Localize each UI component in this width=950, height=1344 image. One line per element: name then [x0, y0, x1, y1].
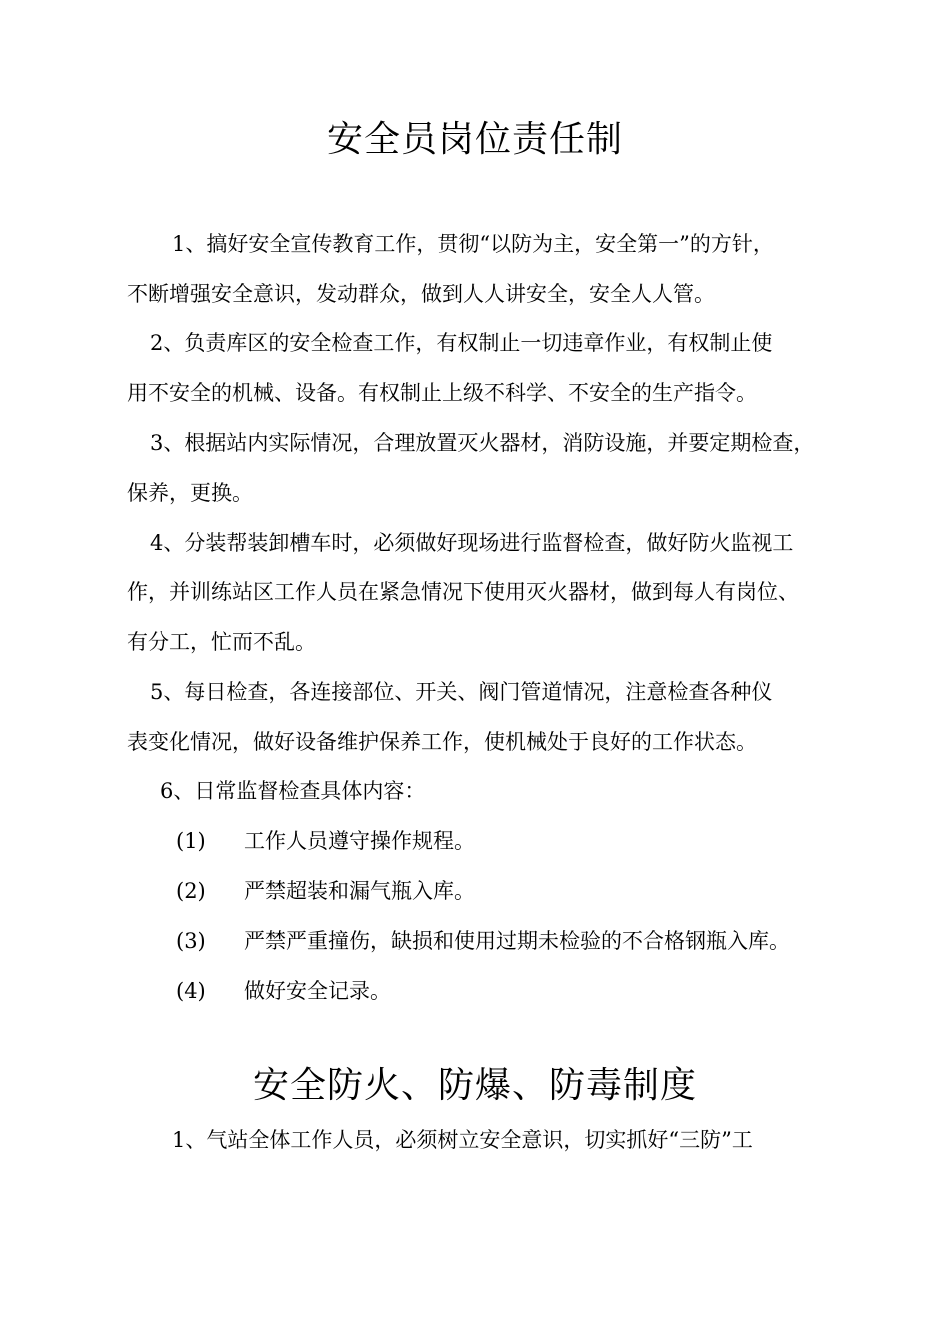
subitem-text: 工作人员遵守操作规程。	[244, 829, 475, 853]
item3-line1: 3、根据站内实际情况，合理放置灭火器材，消防设施，并要定期检查，	[150, 431, 815, 455]
subitem-number: (3)	[176, 929, 206, 953]
item4-line2: 作，并训练站区工作人员在紧急情况下使用灭火器材，做到每人有岗位、	[127, 580, 799, 604]
subitem-number: (1)	[176, 829, 206, 853]
item1-line2: 不断增强安全意识，发动群众，做到人人讲安全，安全人人管。	[127, 282, 715, 306]
subitem-number: (4)	[176, 979, 206, 1003]
section2-title: 安全防火、防爆、防毒制度	[252, 1065, 697, 1106]
item2-line2: 用不安全的机械、设备。有权制止上级不科学、不安全的生产指令。	[127, 381, 757, 405]
subitem-number: (2)	[176, 879, 206, 903]
item2-line1: 2、负责库区的安全检查工作，有权制止一切违章作业，有权制止使	[150, 331, 773, 355]
item5-line1: 5、每日检查，各连接部位、开关、阀门管道情况，注意检查各种仪	[150, 680, 773, 704]
subitem-text: 严禁严重撞伤，缺损和使用过期未检验的不合格钢瓶入库。	[244, 929, 790, 953]
subitem-text: 严禁超装和漏气瓶入库。	[244, 879, 475, 903]
item5-line2: 表变化情况，做好设备维护保养工作，使机械处于良好的工作状态。	[127, 730, 757, 754]
item6-line1: 6、日常监督检查具体内容：	[160, 779, 426, 803]
section1-title: 安全员岗位责任制	[326, 119, 623, 160]
item4-line1: 4、分装帮装卸槽车时，必须做好现场进行监督检查，做好防火监视工	[150, 531, 794, 555]
item3-line2: 保养，更换。	[127, 481, 253, 505]
section2-item1-line1: 1、气站全体工作人员，必须树立安全意识，切实抓好“三防”工	[172, 1128, 753, 1152]
item1-line1: 1、搞好安全宣传教育工作，贯彻“以防为主，安全第一”的方针，	[172, 232, 774, 256]
subitem-text: 做好安全记录。	[244, 979, 391, 1003]
item4-line3: 有分工，忙而不乱。	[127, 630, 316, 654]
